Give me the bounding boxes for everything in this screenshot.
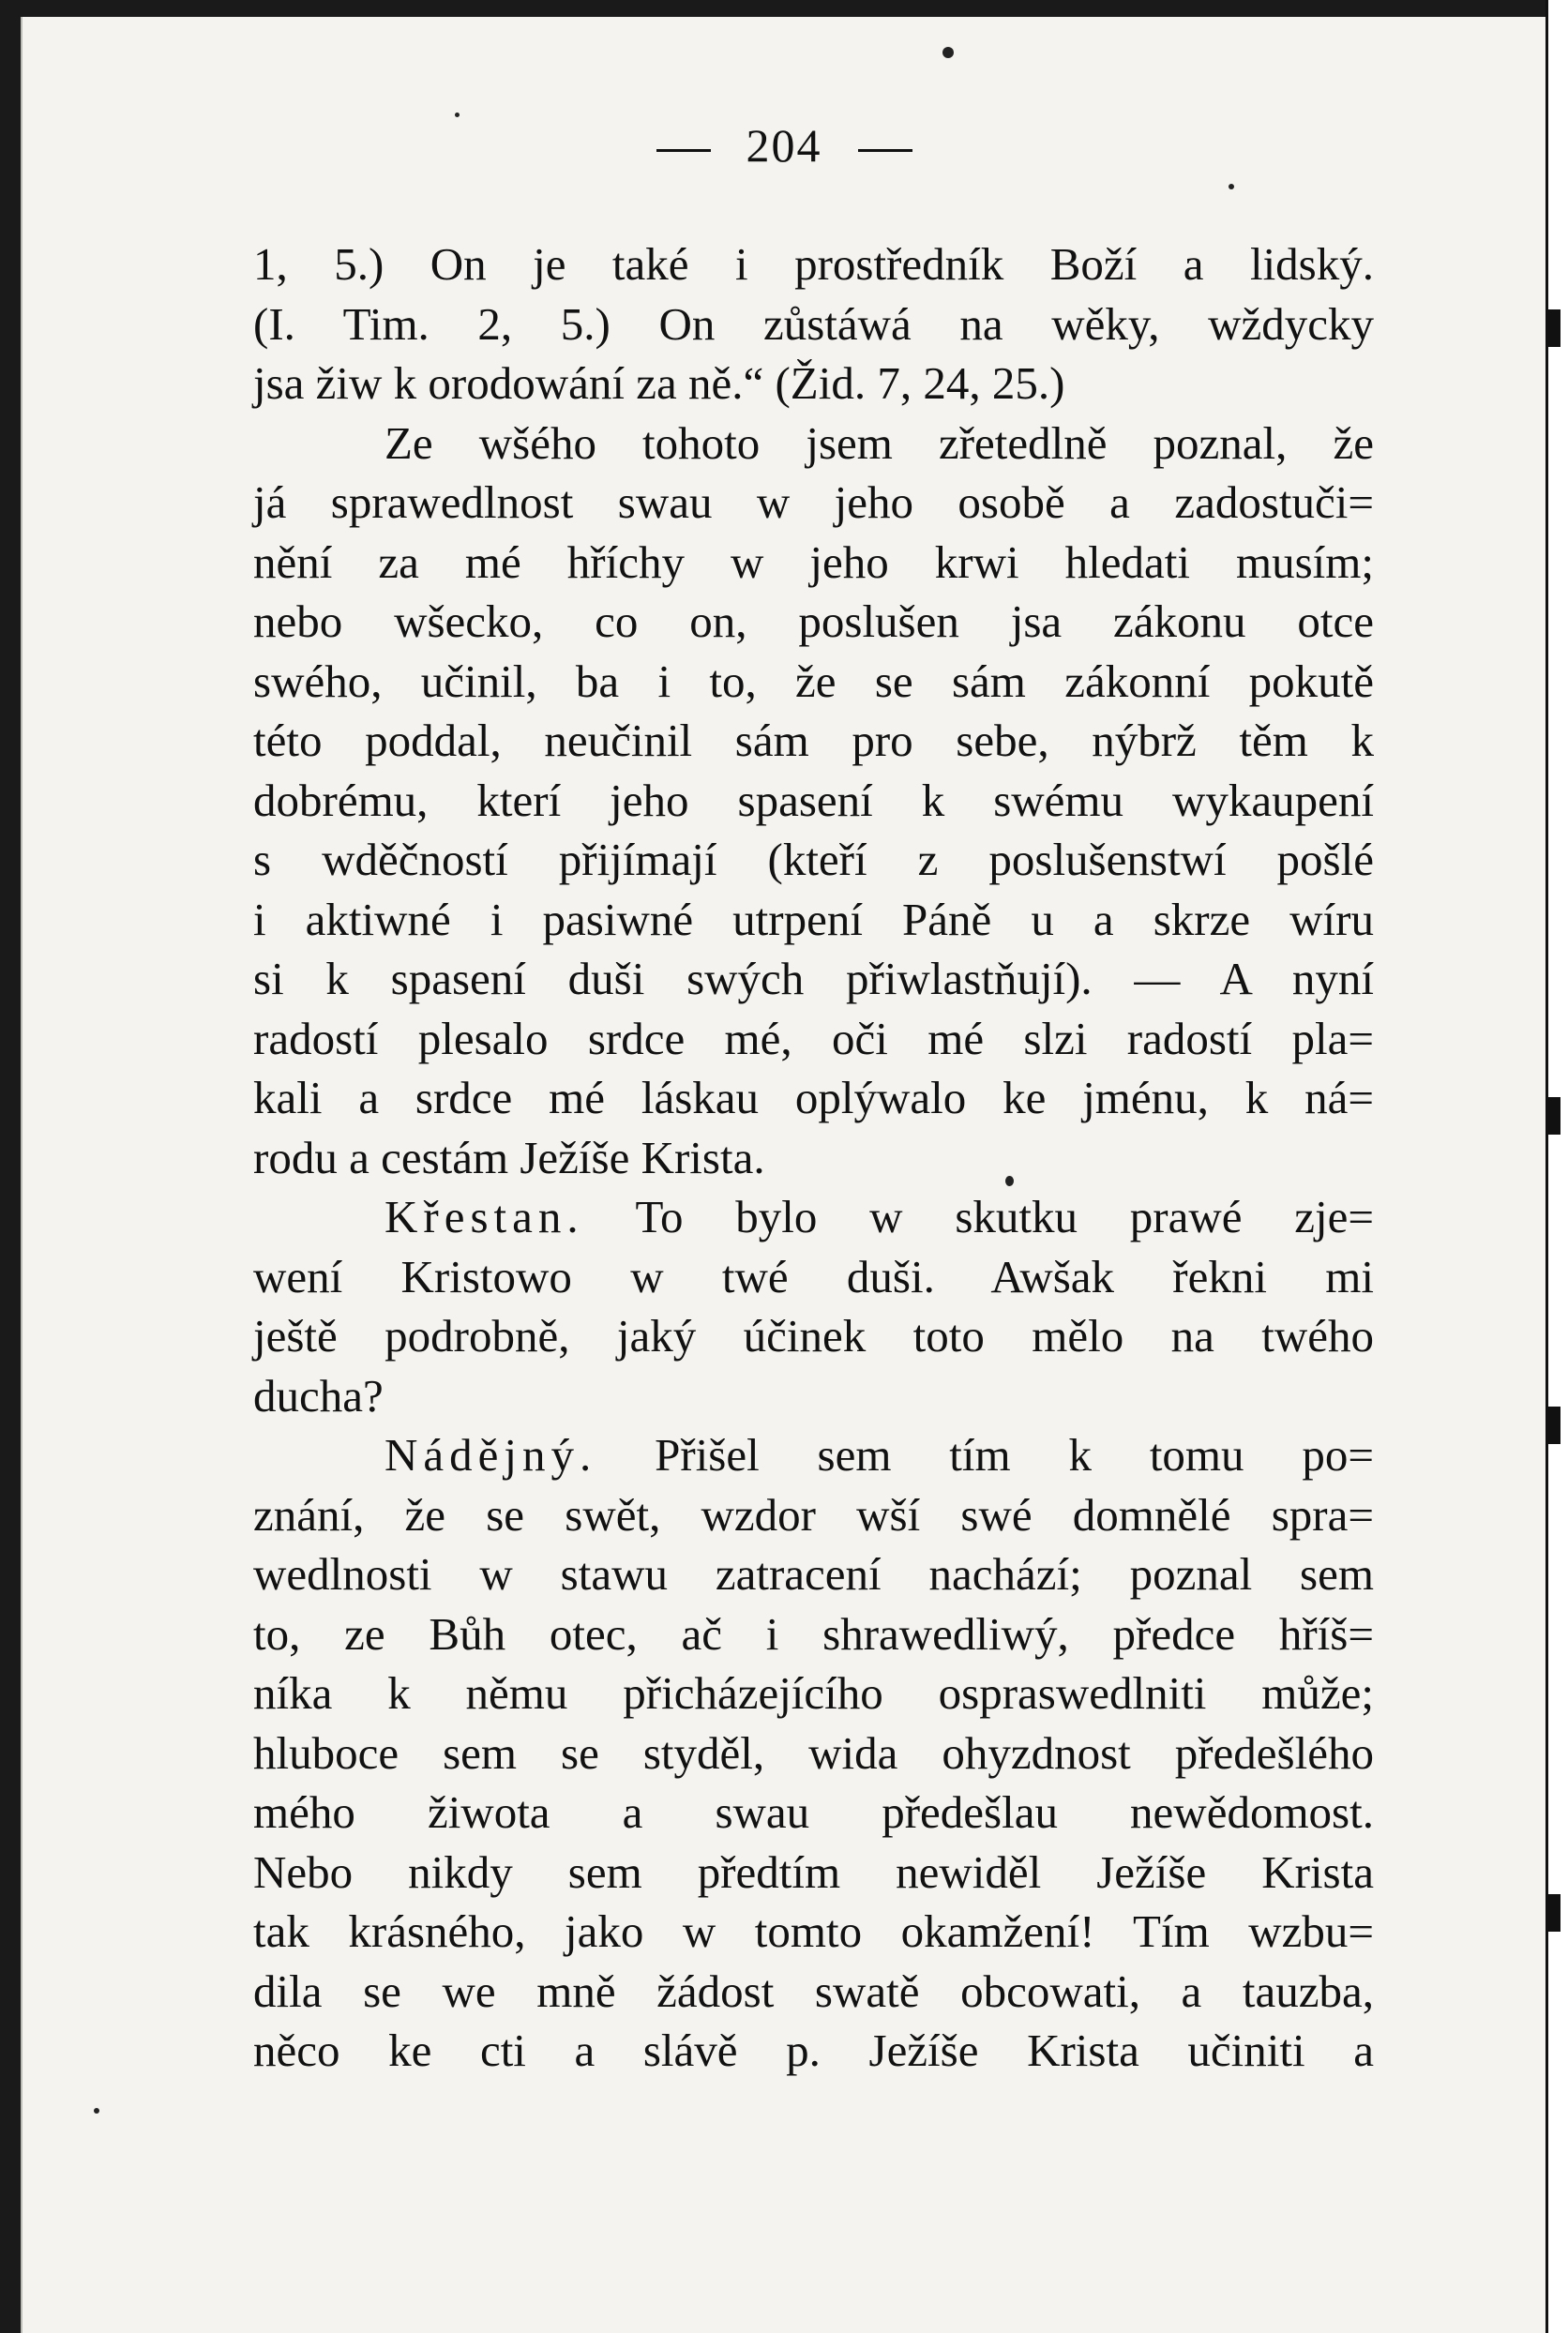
- text-line: [253, 1544, 1374, 1604]
- line-text: já sprawedlnost swau w jeho osobě a zadostuči=: [253, 476, 1374, 528]
- ink-speck: [94, 2108, 99, 2114]
- line-text: něco ke cti a slávě p. Ježíše Krista učiniti a: [253, 2024, 1374, 2076]
- text-line: [253, 1962, 1374, 2022]
- line-text: dobrému, kterí jeho spasení k swému wykaupení: [253, 774, 1374, 826]
- text-line: [253, 234, 1374, 294]
- text-line: [253, 771, 1374, 831]
- text-line: [253, 949, 1374, 1009]
- speaker-name: Křestan.: [384, 1191, 584, 1242]
- text-line: [253, 1783, 1374, 1843]
- line-text: jsa žiw k orodowání za ně.“ (Žid. 7, 24, 25.): [253, 357, 1065, 409]
- line-text: i aktiwné i pasiwné utrpení Páně u a skrze wíru: [253, 893, 1374, 945]
- text-line: [253, 2021, 1374, 2081]
- line-text: to, ze Bůh otec, ač i shrawedliwý, předce hříš=: [253, 1607, 1374, 1660]
- line-text: wedlnosti w stawu zatracení nachází; poznal sem: [253, 1548, 1374, 1600]
- line-text: této poddal, neučinil sám pro sebe, nýbrž těm k: [253, 715, 1374, 766]
- ink-speck: [1229, 184, 1234, 189]
- line-text: s wděčností přijímají (kteří z poslušenstwí pošlé: [253, 834, 1374, 885]
- text-line: [253, 1485, 1374, 1545]
- text-line: [253, 1068, 1374, 1128]
- line-text: rodu a cestám Ježíše Krista.: [253, 1131, 765, 1183]
- line-text: wení Kristowo w twé duši. Awšak řekni mi: [253, 1250, 1374, 1302]
- line-text: To bylo w skutku prawé zje=: [635, 1191, 1374, 1242]
- speaker-name: Nádějný.: [384, 1429, 597, 1481]
- text-line: [253, 533, 1374, 593]
- line-text: mého žiwota a swau předešlau newědomost.: [253, 1786, 1374, 1838]
- line-text: Ze wšého tohoto jsem zřetedlně poznal, že: [384, 416, 1374, 469]
- line-text: níka k němu přicházejícího ospraswedlniti může;: [253, 1667, 1374, 1719]
- line-text: dila se we mně žádost swatě obcowati, a tauzba,: [253, 1964, 1374, 2017]
- ink-speck: [455, 113, 460, 117]
- line-text: swého, učinil, ba i to, že se sám zákonní pokutě: [253, 655, 1374, 707]
- dialogue-line: [253, 1425, 1374, 1485]
- text-line: [253, 1366, 1374, 1426]
- text-line: [253, 473, 1374, 533]
- text-line: [253, 354, 1374, 414]
- text-line: [253, 711, 1374, 771]
- line-text: nění za mé hříchy w jeho krwi hledati musím;: [253, 535, 1374, 588]
- page-edge: [1545, 0, 1568, 2333]
- line-text: Nebo nikdy sem předtím newiděl Ježíše Krista: [253, 1845, 1374, 1898]
- page-number: 204: [746, 119, 822, 172]
- line-text: si k spasení duši swých přiwlastňují). — A nyní: [253, 953, 1374, 1004]
- edge-mark: [1547, 1097, 1560, 1135]
- line-text: hluboce sem se styděl, wida ohyzdnost předešlého: [253, 1726, 1374, 1779]
- text-line: [253, 294, 1374, 354]
- text-line: [253, 890, 1374, 950]
- header-dash-left: [656, 149, 711, 152]
- line-text: (I. Tim. 2, 5.) On zůstáwá na wěky, wždycky: [253, 297, 1374, 350]
- text-line: [253, 1128, 1374, 1188]
- text-line: [253, 1604, 1374, 1664]
- text-line: [253, 1723, 1374, 1784]
- text-line: [253, 414, 1374, 474]
- line-text: ještě podrobně, jaký účinek toto mělo na twého: [253, 1310, 1374, 1362]
- line-text: kali a srdce mé láskau oplýwalo ke jménu, k ná=: [253, 1072, 1374, 1123]
- edge-mark: [1547, 309, 1560, 347]
- line-text: 1, 5.) On je také i prostředník Boží a lidský.: [253, 238, 1374, 290]
- line-text: nebo wšecko, co on, poslušen jsa zákonu otce: [253, 595, 1374, 647]
- page-header: [0, 118, 1568, 173]
- text-line: [253, 1306, 1374, 1366]
- dialogue-line: [253, 1187, 1374, 1247]
- header-dash-right: [858, 149, 912, 152]
- line-text: tak krásného, jako w tomto okamžení! Tím wzbu=: [253, 1905, 1374, 1957]
- text-line: [253, 830, 1374, 890]
- body-text: [253, 234, 1374, 2081]
- text-line: [253, 1843, 1374, 1903]
- edge-mark: [1547, 1894, 1560, 1932]
- ink-speck: [942, 47, 954, 58]
- text-line: [253, 1663, 1374, 1723]
- line-text: radostí plesalo srdce mé, oči mé slzi radostí pla=: [253, 1012, 1374, 1064]
- line-text: znání, že se swět, wzdor wší swé domnělé spra=: [253, 1488, 1374, 1541]
- text-line: [253, 1009, 1374, 1069]
- text-line: [253, 1247, 1374, 1307]
- text-line: [253, 652, 1374, 712]
- text-line: [253, 1902, 1374, 1962]
- edge-mark: [1547, 1407, 1560, 1444]
- text-line: [253, 592, 1374, 652]
- line-text: ducha?: [253, 1369, 384, 1422]
- line-text: Přišel sem tím k tomu po=: [655, 1429, 1375, 1481]
